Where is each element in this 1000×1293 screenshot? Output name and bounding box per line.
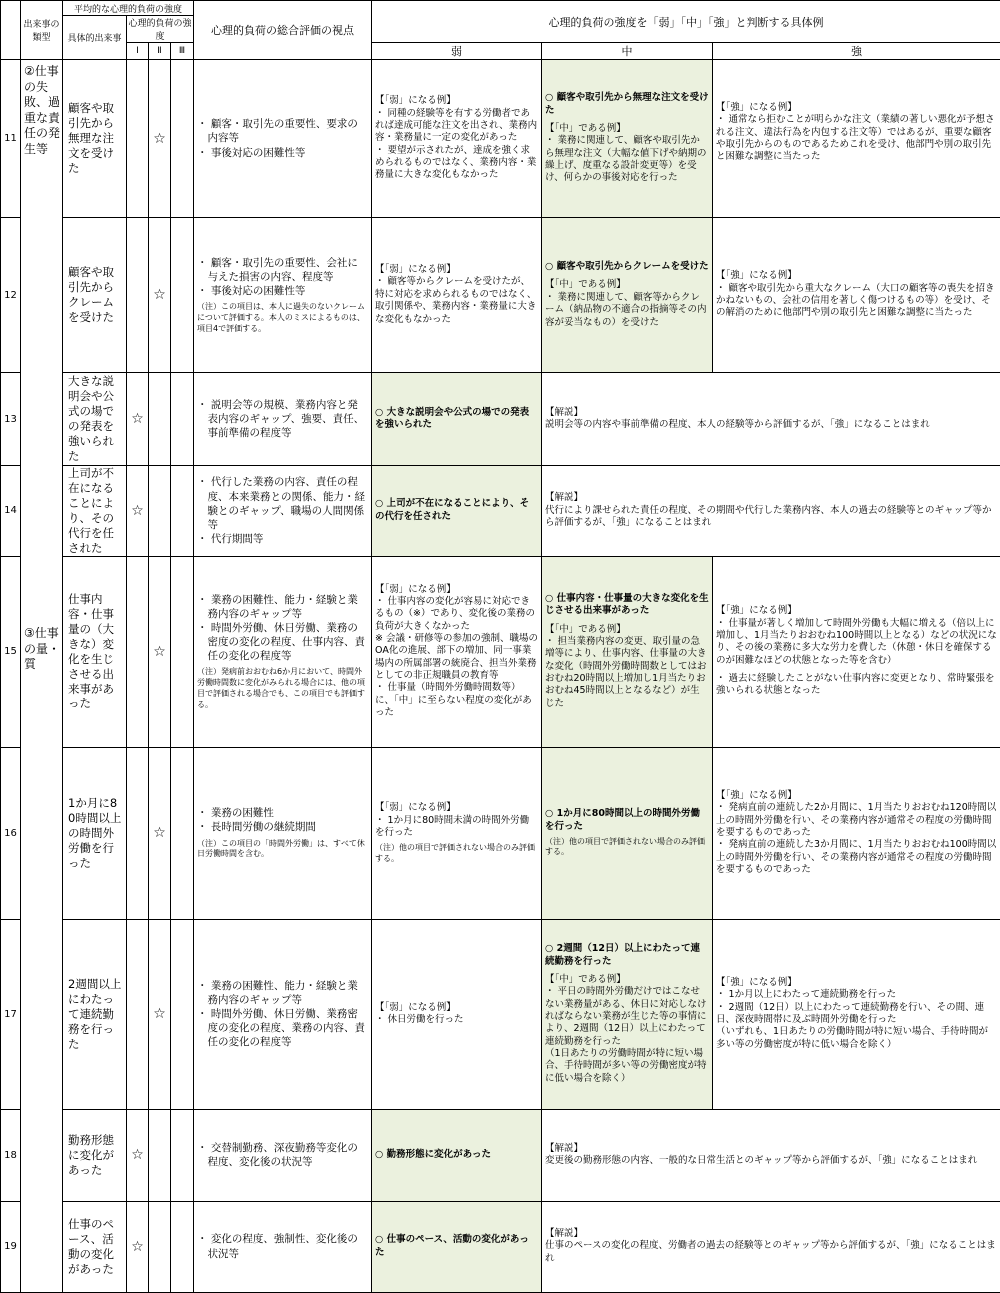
header-mid: 中 bbox=[542, 43, 713, 60]
weak-example: 【「弱」になる例】 ・ 休日労働を行った bbox=[372, 919, 542, 1109]
weak-example: 【「弱」になる例】 ・ 1か月に80時間未満の時間外労働を行った （注）他の項目で評価されない場合のみ評価する。 bbox=[372, 747, 542, 919]
star-mark: ☆ bbox=[149, 556, 171, 747]
weak-example: ○ 勤務形態に変化があった bbox=[372, 1109, 542, 1201]
strong-example: 【「強」になる例】 ・ 通常なら拒むことが明らかな注文（業績の著しい悪化が予想される注文、違法行為を内包する注文等）ではあるが、重要な顧客や取引先からのものであるためこれを受け、他部門や別の取引先と困難な調整に当たった bbox=[713, 60, 1000, 218]
specific-event: 1か月に80時間以上の時間外労働を行った bbox=[63, 747, 127, 919]
row-number: 18 bbox=[1, 1109, 21, 1201]
weak-example: ○ 仕事のペース、活動の変化があった bbox=[372, 1201, 542, 1292]
specific-event: 仕事のペース、活動の変化があった bbox=[63, 1201, 127, 1292]
specific-event: 2週間以上にわたって連続勤務を行った bbox=[63, 919, 127, 1109]
star-mark: ☆ bbox=[149, 747, 171, 919]
row-number: 15 bbox=[1, 556, 21, 747]
header-strong: 強 bbox=[713, 43, 1000, 60]
star-mark: ☆ bbox=[149, 218, 171, 373]
viewpoint: ・ 代行した業務の内容、責任の程度、本来業務との関係、能力・経験とのギャップ、職場の人間関係等 ・ 代行期間等 bbox=[194, 466, 372, 557]
specific-event: 大きな説明会や公式の場での発表を強いられた bbox=[63, 373, 127, 466]
table-row bbox=[1, 1109, 1000, 1201]
header-level-3: Ⅲ bbox=[171, 43, 194, 60]
header-strength: 心理的負荷の強度 bbox=[127, 16, 194, 43]
event-type-3: ③仕事の量・質 bbox=[21, 556, 63, 1292]
header-level-2: Ⅱ bbox=[149, 43, 171, 60]
commentary: 【解説】 変更後の勤務形態の内容、一般的な日常生活とのギャップ等から評価するが、「強」になることはまれ bbox=[542, 1109, 1000, 1201]
viewpoint: ・ 顧客・取引先の重要性、会社に与えた損害の内容、程度等 ・ 事後対応の困難性等 （注）この項目は、本人に過失のないクレームについて評価する。本人のミスによるものは、項目4で評価する。 bbox=[194, 218, 372, 373]
header-event-type: 出来事の類型 bbox=[21, 1, 63, 60]
table-row bbox=[1, 919, 1000, 1109]
table-row bbox=[1, 466, 1000, 557]
specific-event: 顧客や取引先からクレームを受けた bbox=[63, 218, 127, 373]
viewpoint: ・ 業務の困難性、能力・経験と業務内容のギャップ等 ・ 時間外労働、休日労働、業務の密度の変化の程度、仕事内容、責任の変化の程度等 （注）発病前おおむね6か月において、時間外労働時間数に変化がみられる場合には、他の項目で評価される場合でも、この項目でも評価する。 bbox=[194, 556, 372, 747]
header-weak: 弱 bbox=[372, 43, 542, 60]
specific-event: 勤務形態に変化があった bbox=[63, 1109, 127, 1201]
viewpoint: ・ 説明会等の規模、業務内容と発表内容のギャップ、強要、責任、事前準備の程度等 bbox=[194, 373, 372, 466]
strong-example: 【「強」になる例】 ・ 顧客や取引先から重大なクレーム（大口の顧客等の喪失を招きかねないもの、会社の信用を著しく傷つけるもの等）を受け、その解消のために他部門や別の取引先と困難な調整に当たった bbox=[713, 218, 1000, 373]
star-mark: ☆ bbox=[149, 60, 171, 218]
row-number: 11 bbox=[1, 60, 21, 218]
strong-example: 【「強」になる例】 ・ 1か月以上にわたって連続勤務を行った ・ 2週間（12日）以上にわたって連続勤務を行い、その間、連日、深夜時間帯に及ぶ時間外労働を行った （いずれも、1日あたりの労働時間が特に短い場合、手待時間が多い等の労働密度が特に低い場合を除く） bbox=[713, 919, 1000, 1109]
table-row bbox=[1, 373, 1000, 466]
star-mark: ☆ bbox=[127, 1201, 149, 1292]
commentary: 【解説】 仕事のペースの変化の程度、労働者の過去の経験等とのギャップ等から評価するが、「強」になることはまれ bbox=[542, 1201, 1000, 1292]
specific-event: 上司が不在になることにより、その代行を任された bbox=[63, 466, 127, 557]
mid-example: ○ 1か月に80時間以上の時間外労働を行った （注）他の項目で評価されない場合のみ評価する。 bbox=[542, 747, 713, 919]
row-number: 13 bbox=[1, 373, 21, 466]
commentary: 【解説】 代行により課せられた責任の程度、その期間や代行した業務内容、本人の過去の経験等とのギャップ等から評価するが、「強」になることはまれ bbox=[542, 466, 1000, 557]
strong-example: 【「強」になる例】 ・ 仕事量が著しく増加して時間外労働も大幅に増える（倍以上に増加し、1月当たりおおむね100時間以上となる）などの状況になり、その後の業務に多大な労力を費した（休憩・休日を確保するのが困難なほどの状態となった等を含む） ・ 過去に経験したことがない仕事内容に変更となり、常時緊張を強いられる状態となった bbox=[713, 556, 1000, 747]
star-mark: ☆ bbox=[127, 466, 149, 557]
header-blank bbox=[1, 1, 21, 60]
weak-example: ○ 大きな説明会や公式の場での発表を強いられた bbox=[372, 373, 542, 466]
star-mark: ☆ bbox=[127, 1109, 149, 1201]
event-type-2: ②仕事の失敗、過重な責任の発生等 bbox=[21, 60, 63, 557]
specific-event: 仕事内容・仕事量の（大きな）変化を生じさせる出来事があった bbox=[63, 556, 127, 747]
row-number: 12 bbox=[1, 218, 21, 373]
viewpoint: ・ 交替制勤務、深夜勤務等変化の程度、変化後の状況等 bbox=[194, 1109, 372, 1201]
strong-example: 【「強」になる例】 ・ 発病直前の連続した2か月間に、1月当たりおおむね120時間以上の時間外労働を行い、その業務内容が通常その程度の労働時間を要するものであった ・ 発病直前の連続した3か月間に、1月当たりおおむね100時間以上の時間外労働を行い、その業務内容が通常その程度の労働時間を要するものであった bbox=[713, 747, 1000, 919]
row-number: 14 bbox=[1, 466, 21, 557]
table-row bbox=[1, 1201, 1000, 1292]
table-row bbox=[1, 218, 1000, 373]
viewpoint: ・ 業務の困難性 ・ 長時間労働の継続期間 （注）この項目の「時間外労働」は、すべて休日労働時間を含む。 bbox=[194, 747, 372, 919]
header-examples: 心理的負荷の強度を「弱」「中」「強」と判断する具体例 bbox=[372, 1, 1000, 43]
header-level-1: Ⅰ bbox=[127, 43, 149, 60]
table-row bbox=[1, 60, 1000, 218]
specific-event: 顧客や取引先から無理な注文を受けた bbox=[63, 60, 127, 218]
weak-example: 【「弱」になる例】 ・ 顧客等からクレームを受けたが、特に対応を求められるものではなく、取引関係や、業務内容・業務量に大きな変化もなかった bbox=[372, 218, 542, 373]
star-mark: ☆ bbox=[149, 919, 171, 1109]
header-average-strength: 平均的な心理的負荷の強度 bbox=[63, 1, 194, 16]
viewpoint: ・ 業務の困難性、能力・経験と業務内容のギャップ等 ・ 時間外労働、休日労働、業務密度の変化の程度、業務の内容、責任の変化の程度等 bbox=[194, 919, 372, 1109]
header-viewpoint: 心理的負荷の総合評価の視点 bbox=[194, 1, 372, 60]
table-row bbox=[1, 556, 1000, 747]
weak-example: 【「弱」になる例】 ・ 同種の経験等を有する労働者であれば達成可能な注文を出され、業務内容・業務量に一定の変化があった ・ 要望が示されたが、達成を強く求められるものではなく、業務内容・業務量に大きな変化もなかった bbox=[372, 60, 542, 218]
mid-example: ○ 顧客や取引先から無理な注文を受けた 【「中」である例】 ・ 業務に関連して、顧客や取引先から無理な注文（大幅な値下げや納期の繰上げ、度重なる設計変更等）を受け、何らかの事後対応を行った bbox=[542, 60, 713, 218]
viewpoint: ・ 変化の程度、強制性、変化後の状況等 bbox=[194, 1201, 372, 1292]
weak-example: 【「弱」になる例】 ・ 仕事内容の変化が容易に対応できるもの（※）であり、変化後の業務の負荷が大きくなかった ※ 会議・研修等の参加の強制、職場のOA化の進展、部下の増加、同一事業場内の所属部署の統廃合、担当外業務としての非正規職員の教育等 ・ 仕事量（時間外労働時間数等）に、「中」に至らない程度の変化があった bbox=[372, 556, 542, 747]
row-number: 16 bbox=[1, 747, 21, 919]
row-number: 17 bbox=[1, 919, 21, 1109]
table-row bbox=[1, 747, 1000, 919]
mid-example: ○ 仕事内容・仕事量の大きな変化を生じさせる出来事があった 【「中」である例】 ・ 担当業務内容の変更、取引量の急増等により、仕事内容、仕事量の大きな変化（時間外労働時間数としてはおおむね20時間以上増加し1月当たりおおむね45時間以上となるなど）が生じた bbox=[542, 556, 713, 747]
mid-example: ○ 2週間（12日）以上にわたって連続勤務を行った 【「中」である例】 ・ 平日の時間外労働だけではこなせない業務量がある、休日に対応しなければならない業務が生じた等の事情により、2週間（12日）以上にわたって連続勤務を行った （1日あたりの労働時間が特に短い場合、手待時間が多い等の労働密度が特に低い場合を除く） bbox=[542, 919, 713, 1109]
weak-example: ○ 上司が不在になることにより、その代行を任された bbox=[372, 466, 542, 557]
header-specific-event: 具体的出来事 bbox=[63, 16, 127, 60]
row-number: 19 bbox=[1, 1201, 21, 1292]
viewpoint: ・ 顧客・取引先の重要性、要求の内容等 ・ 事後対応の困難性等 bbox=[194, 60, 372, 218]
commentary: 【解説】 説明会等の内容や事前準備の程度、本人の経験等から評価するが、「強」になることはまれ bbox=[542, 373, 1000, 466]
mid-example: ○ 顧客や取引先からクレームを受けた 【「中」である例】 ・ 業務に関連して、顧客等からクレーム（納品物の不適合の指摘等その内容が妥当なもの）を受けた bbox=[542, 218, 713, 373]
star-mark: ☆ bbox=[127, 373, 149, 466]
